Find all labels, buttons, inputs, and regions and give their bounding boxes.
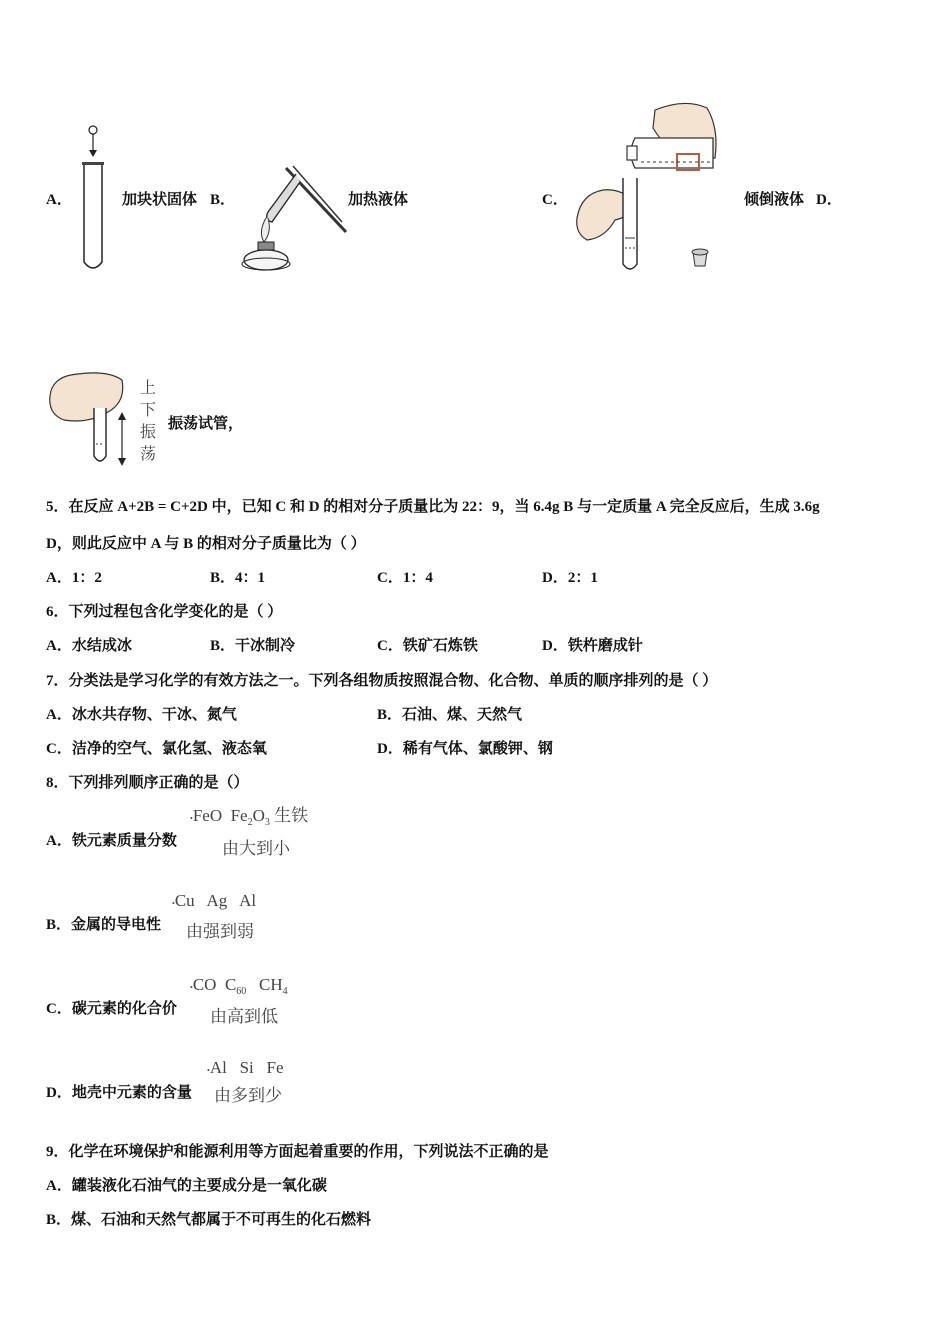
q4-opt-b-text: 加热液体 xyxy=(348,192,409,208)
q4-opt-c-label: C． xyxy=(542,192,568,208)
test-tube-solid-illustration xyxy=(78,122,108,274)
q9-option-a: A．罐装液化石油气的主要成分是一氧化碳 xyxy=(46,1178,327,1194)
shake-char: 下 xyxy=(140,402,157,419)
q8-option-a-sequence: •FeO $Fe_2O_3$ 生铁 xyxy=(190,806,309,828)
q8-option-b-sequence: •Cu Ag Al xyxy=(172,891,257,910)
shaking-test-tube-illustration xyxy=(48,368,138,468)
q4-opt-c-text: 倾倒液体 xyxy=(744,192,805,208)
q4-opt-a-label: A． xyxy=(46,192,72,208)
q9-option-b: B．煤、石油和天然气都属于不可再生的化石燃料 xyxy=(46,1212,372,1228)
q6-option-a: A．水结成冰 xyxy=(46,638,132,654)
q7-option-c: C．洁净的空气、氯化氢、液态氧 xyxy=(46,741,267,757)
q8-option-d-label: D．地壳中元素的含量 xyxy=(46,1085,192,1101)
q4-opt-d-text: 振荡试管， xyxy=(168,416,244,432)
q6-option-b: B．干冰制冷 xyxy=(210,638,296,654)
q7-stem: 7．分类法是学习化学的有效方法之一。下列各组物质按照混合物、化合物、单质的顺序排列的是（ ） xyxy=(46,673,718,689)
shake-char: 上 xyxy=(140,380,157,397)
q8-option-c-label: C．碳元素的化合价 xyxy=(46,1001,177,1017)
q4-opt-b-label: B． xyxy=(210,192,236,208)
q8-option-c-order: 由高到低 xyxy=(210,1007,278,1026)
q8-stem: 8．下列排列顺序正确的是（） xyxy=(46,775,249,791)
heating-liquid-illustration xyxy=(238,160,350,275)
q7-option-a: A．冰水共存物、干冰、氮气 xyxy=(46,707,237,723)
q8-option-a-label: A．铁元素质量分数 xyxy=(46,833,177,849)
q5-stem-line2: D，则此反应中 A 与 B 的相对分子质量比为（ ） xyxy=(46,536,366,552)
q5-option-a: A．1：2 xyxy=(46,570,102,586)
q6-option-d: D．铁杵磨成针 xyxy=(542,638,643,654)
q9-stem: 9．化学在环境保护和能源利用等方面起着重要的作用，下列说法不正确的是 xyxy=(46,1144,549,1160)
q5-option-c: C．1：4 xyxy=(377,570,433,586)
shake-char: 荡 xyxy=(140,446,157,463)
shake-direction-label xyxy=(140,378,158,466)
q7-option-d: D．稀有气体、氯酸钾、钢 xyxy=(377,741,553,757)
q8-option-d-sequence: •Al Si Fe xyxy=(207,1058,284,1077)
pouring-liquid-illustration xyxy=(575,98,725,276)
q8-option-c-sequence: •CO $C_{60}$ $CH_4$ xyxy=(190,975,288,997)
q7-option-b: B．石油、煤、天然气 xyxy=(377,707,523,723)
q6-option-c: C．铁矿石炼铁 xyxy=(377,638,478,654)
q8-option-d-order: 由多到少 xyxy=(214,1086,282,1105)
q6-stem: 6．下列过程包含化学变化的是（ ） xyxy=(46,604,283,620)
q8-option-b-label: B．金属的导电性 xyxy=(46,917,162,933)
q4-opt-a-text: 加块状固体 xyxy=(122,192,198,208)
q8-option-b-order: 由强到弱 xyxy=(186,922,254,941)
q8-option-a-order: 由大到小 xyxy=(222,839,290,858)
q5-option-b: B．4：1 xyxy=(210,570,266,586)
q5-stem-line1: 5．在反应 A+2B = C+2D 中，已知 C 和 D 的相对分子质量比为 22：9，当 6.4g B 与一定质量 A 完全反应后，生成 3.6g xyxy=(46,499,820,515)
q5-option-d: D．2：1 xyxy=(542,570,598,586)
shake-char: 振 xyxy=(140,424,157,441)
q4-opt-d-label: D． xyxy=(816,192,842,208)
